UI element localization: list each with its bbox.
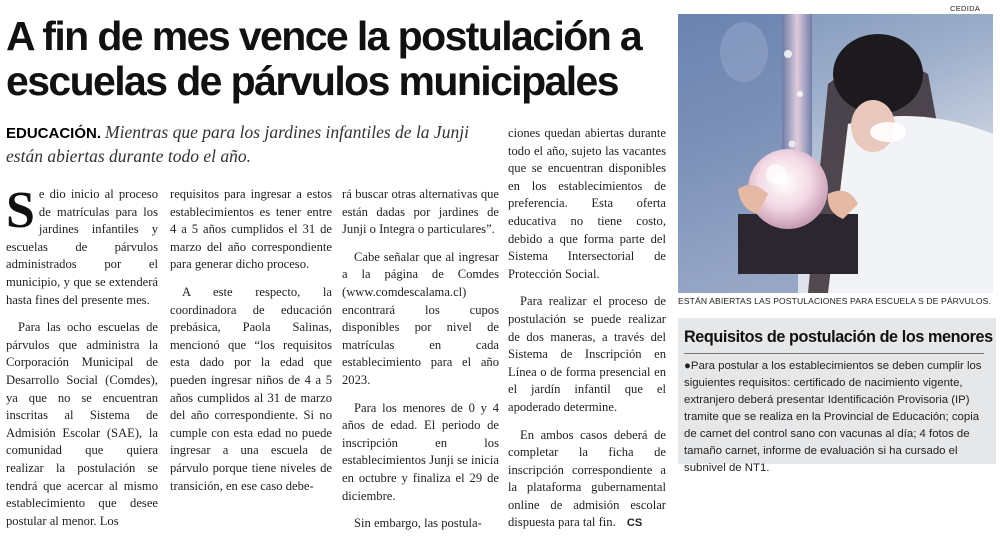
article-paragraph: Cabe señalar que al ingresar a la página de Comdes (www.comdescalama.cl) encontrará los cupos disponibles por nivel de matrículas en cada establecimiento para el año 2023. [342,249,499,387]
requirements-title: Requisitos de postulación de los menores [684,328,993,346]
article-paragraph [508,427,666,534]
section-label: EDUCACIÓN. [6,125,102,142]
lead-paragraph [6,121,506,167]
title-divider [684,353,984,354]
article-column-4 [508,125,666,543]
article-column-3 [342,186,499,543]
article-paragraph: rá buscar otras alternativas que están dadas por jardines de Junji o Integra o particulares”. [342,187,499,237]
photo-caption: ESTÁN ABIERTAS LAS POSTULACIONES PARA ESCUELA S DE PÁRVULOS. [678,296,991,306]
headline: A fin de mes vence la postulación a escuelas de párvulos municipales [6,13,642,104]
end-mark-logo: CS [626,517,643,530]
article-paragraph: requisitos para ingresar a estos establecimientos es tener entre 4 a 5 años cumplidos el 31 de marzo del año correspondiente para generar dicho proceso. [170,187,332,272]
paragraph-text: En ambos casos deberá de completar la ficha de inscripción correspondiente a la plataforma gubernamental online de admisión escolar dispuesta para tal fin. [508,427,666,530]
requirements-box [678,318,996,474]
article-paragraph: Sin embargo, las postula- [354,516,482,531]
article-paragraph: Para las ocho escuelas de párvulos que administra la Corporación Municipal de Desarrollo Social (Comdes), ya que no se encuentran inscritas al Sistema de Admisión Escolar (SAE), la comunidad que quiera realizar la postulación se tendrá que acercar al mismo establecimiento que desee postular al menor. Los [6,320,158,528]
article-paragraph: ciones quedan abiertas durante todo el año, sujeto las vacantes que se encuentran disponibles en los establecimientos de preferencia. Esta oferta educativa no tiene costo, debido a que forma parte del Sistema Intersectorial de Protección Social. [508,126,666,281]
article-paragraph: Para los menores de 0 y 4 años de edad. El periodo de inscripción en los establecimientos Junji se inicia en octubre y finaliza el 29 de diciembre. [342,400,499,503]
lead-text: Mientras que para los jardines infantiles de la Junji están abiertas durante todo el año. [6,122,469,166]
article-paragraph: A este respecto, la coordinadora de educación prebásica, Paola Salinas, mencionó que “los requisitos esta dado por la edad que pueden ingresar niños de 4 a 5 años cumplidos al 31 de marzo del año correspondiente. Si no cumple con esta edad no puede ingresar a una escuela de párvulo porque tiene niveles de transición, en ese caso debe- [170,284,332,493]
photo-credit: CEDIDA [950,4,981,13]
bullet-icon: ● [684,360,691,372]
photo-illustration [678,14,993,293]
requirements-text-block [684,358,992,477]
article-paragraph: Para realizar el proceso de postulación se puede realizar de dos maneras, a través del Sistema de Inscripción en Línea o de forma presencial en el jardín infantil que el apoderado determine. [508,294,666,414]
article-photo [678,14,993,293]
drop-cap: S [6,182,35,239]
article-paragraph [6,182,158,309]
paragraph-text: e dio inicio al proceso de matrículas para los jardines infantiles y escuelas de párvulos administrados por el municipio, y que se extenderá hasta fines del presente mes. [6,187,158,307]
requirements-text: Para postular a los establecimientos se deben cumplir los siguientes requisitos: certificado de nacimiento vigente, extranjero deberá presentar Identificación Provisoria (IP) tramite que se realiza en la Provincial de Educación; copia de carnet del control sano con vacunas al día; 4 fotos de tamaño carnet, informe de evaluación si ha cursado el subnivel de NT1. [684,360,982,474]
article-column-1 [6,182,158,540]
article-column-2 [170,186,332,505]
